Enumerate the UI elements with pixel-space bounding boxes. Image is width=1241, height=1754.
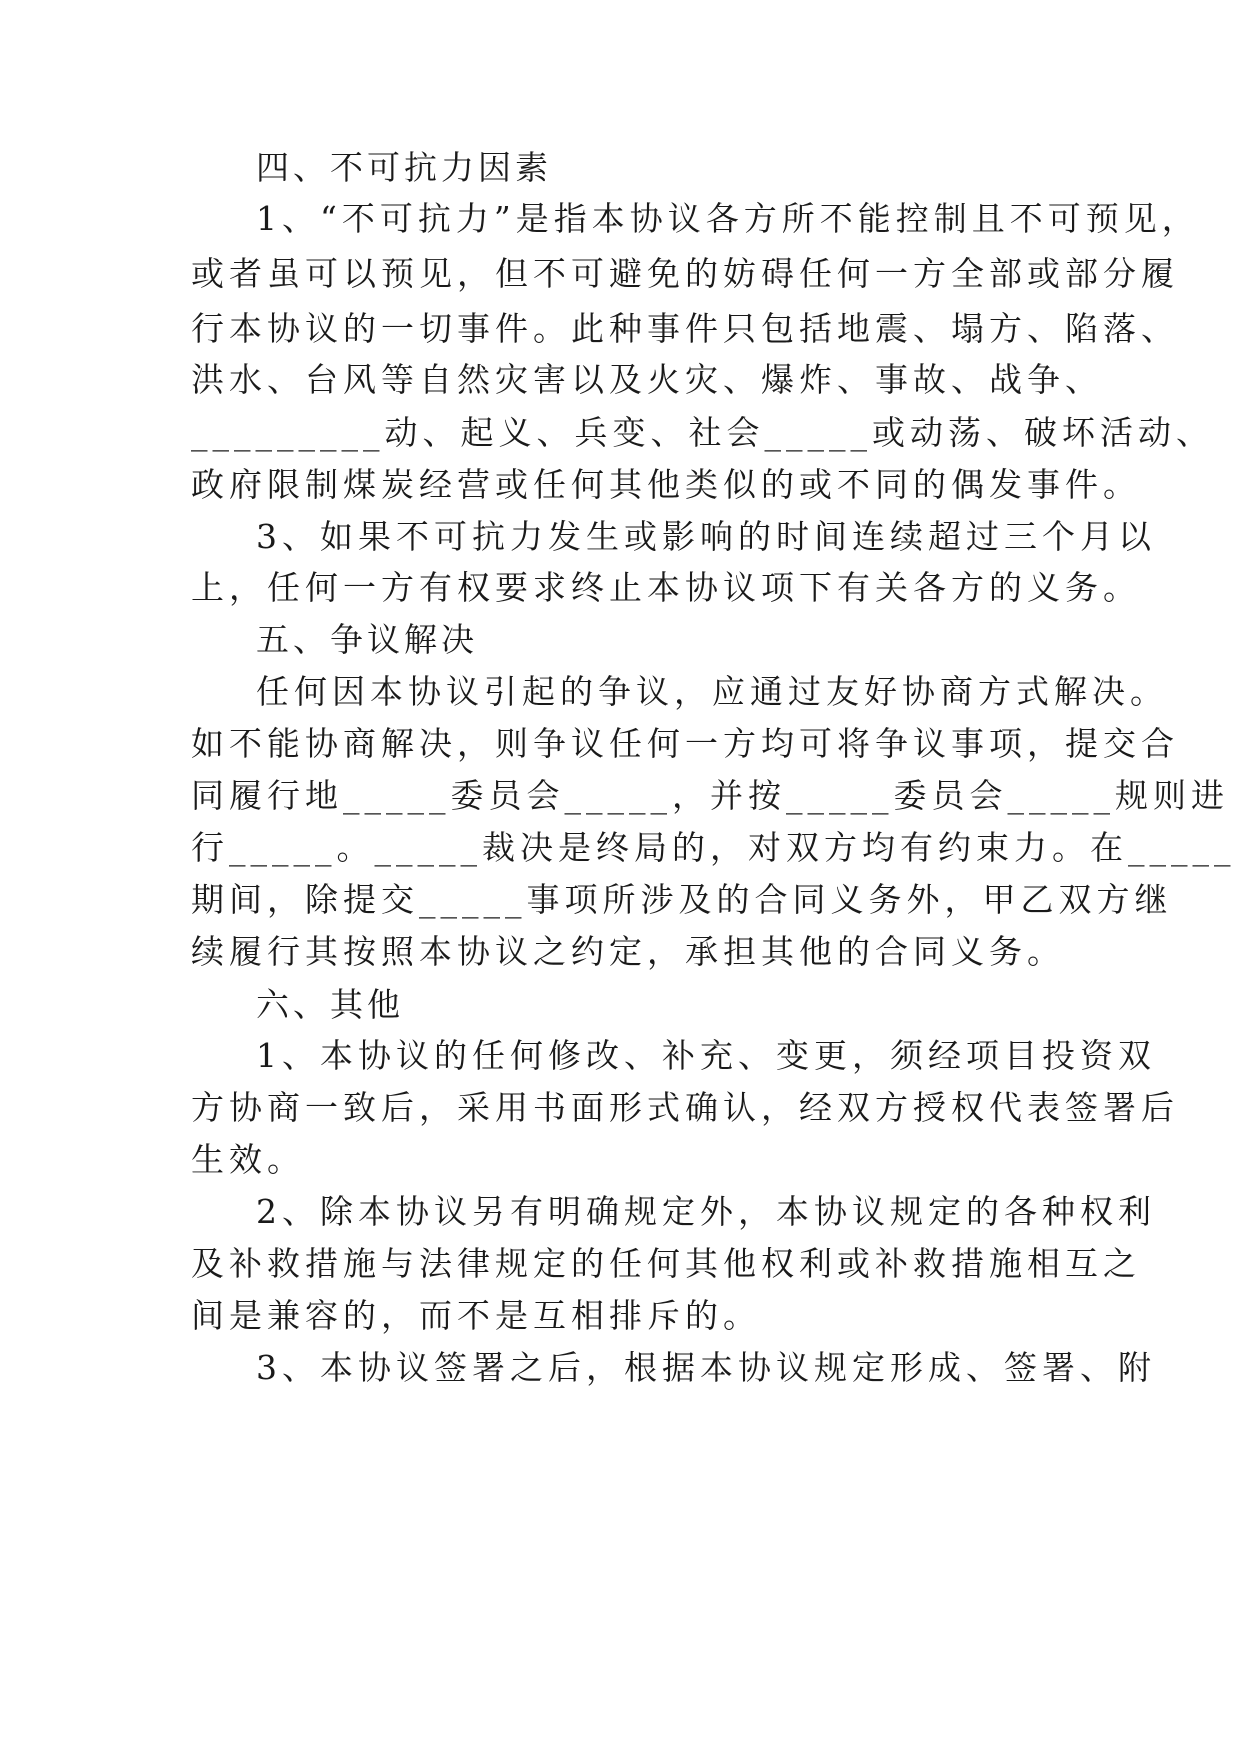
- paragraph-line: 1、“不可抗力”是指本协议各方所不能控制且不可预见，: [256, 199, 1200, 238]
- paragraph-line: 洪水、台风等自然灾害以及火灾、爆炸、事故、战争、: [191, 360, 1103, 399]
- paragraph-line: 上，任何一方有权要求终止本协议项下有关各方的义务。: [191, 568, 1141, 607]
- paragraph-line: _________动、起义、兵变、社会_____或动荡、破坏活动、: [191, 413, 1214, 452]
- paragraph-line: 同履行地_____委员会_____，并按_____委员会_____规则进: [191, 776, 1229, 815]
- paragraph-line: 间是兼容的，而不是互相排斥的。: [191, 1296, 761, 1335]
- paragraph-line: 任何因本协议引起的争议，应通过友好协商方式解决。: [256, 672, 1168, 711]
- paragraph-line: 行本协议的一切事件。此种事件只包括地震、塌方、陷落、: [191, 309, 1179, 348]
- paragraph-line: 如不能协商解决，则争议任何一方均可将争议事项，提交合: [191, 724, 1179, 763]
- section-heading-force-majeure: 四、不可抗力因素: [256, 148, 552, 187]
- paragraph-line: 或者虽可以预见，但不可避免的妨碍任何一方全部或部分履: [191, 254, 1179, 293]
- paragraph-line: 期间，除提交_____事项所涉及的合同义务外，甲乙双方继: [191, 880, 1173, 919]
- paragraph-line: 政府限制煤炭经营或任何其他类似的或不同的偶发事件。: [191, 465, 1141, 504]
- paragraph-line: 行_____。_____裁决是终局的，对双方均有约束力。在_____: [191, 828, 1236, 867]
- section-heading-other: 六、其他: [256, 985, 404, 1024]
- paragraph-line: 方协商一致后，采用书面形式确认，经双方授权代表签署后: [191, 1088, 1179, 1127]
- section-heading-dispute-resolution: 五、争议解决: [256, 620, 478, 659]
- paragraph-line: 生效。: [191, 1140, 305, 1179]
- paragraph-line: 3、本协议签署之后，根据本协议规定形成、签署、附: [256, 1348, 1156, 1387]
- paragraph-line: 及补救措施与法律规定的任何其他权利或补救措施相互之: [191, 1244, 1141, 1283]
- paragraph-line: 3、如果不可抗力发生或影响的时间连续超过三个月以: [256, 517, 1156, 556]
- paragraph-line: 2、除本协议另有明确规定外，本协议规定的各种权利: [256, 1192, 1156, 1231]
- paragraph-line: 1、本协议的任何修改、补充、变更，须经项目投资双: [256, 1036, 1156, 1075]
- paragraph-line: 续履行其按照本协议之约定，承担其他的合同义务。: [191, 932, 1065, 971]
